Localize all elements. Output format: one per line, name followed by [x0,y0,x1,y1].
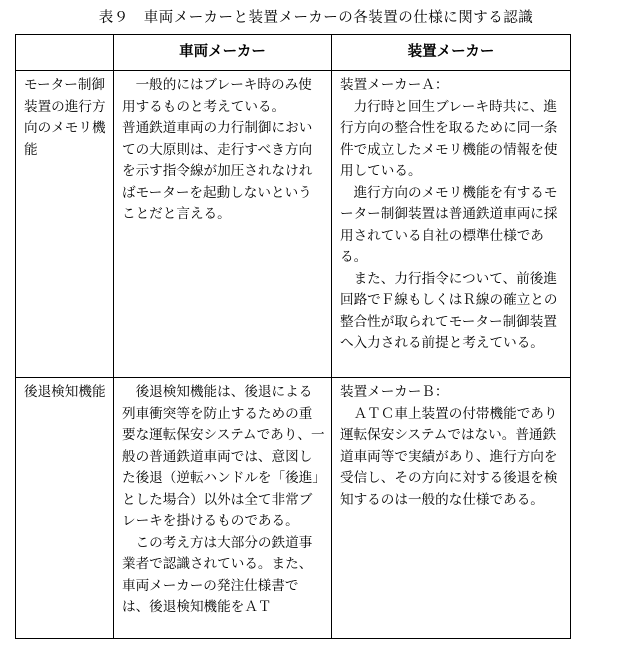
table-row [16,71,571,378]
row-label-reverse-detection: 後退検知機能 [16,378,114,639]
table-caption: 表９ 車両メーカーと装置メーカーの各装置の仕様に関する認識 [98,10,534,26]
device-maker-cell [332,378,571,639]
device-paragraph: 進行方向のメモリ機能を有するモーター制御装置は普通鉄道車両に採用されている自社の標準仕様である。 [340,184,558,265]
vehicle-paragraph: 普通鉄道車両の力行制御においての大原則は、走行すべき方向を示す指令線が加圧されなければモーターを起動しないということだと言える。 [122,120,313,222]
table-row [16,378,571,639]
vehicle-paragraph: この考え方は大部分の鉄道事業者で認識されている。また、車両メーカーの発注仕様書では、後退検知機能をＡＴ [122,534,313,615]
device-maker-heading: 装置メーカーＡ： [340,77,449,93]
spec-table [15,34,571,639]
vehicle-maker-cell [114,71,332,378]
table-header-row [16,35,571,71]
device-paragraph: また、力行指令について、前後進回路でＦ線もしくはＲ線の確立との整合性が取られてモーター制御装置へ入力される前提と考えている。 [340,270,558,351]
header-device-maker: 装置メーカー [332,35,571,71]
vehicle-maker-cell [114,378,332,639]
device-paragraph: 力行時と回生ブレーキ時共に、進行方向の整合性を取るために同一条件で成立したメモリ機能の情報を使用している。 [340,98,558,179]
vehicle-paragraph: 一般的にはブレーキ時のみ使用するものと考えている。 [122,77,312,115]
vehicle-text-clip [122,382,325,619]
header-empty [16,35,114,71]
header-vehicle-maker: 車両メーカー [114,35,332,71]
vehicle-paragraph: 後退検知機能は、後退による列車衝突等を防止するための重要な運転保安システムであり、一般の普通鉄道車両では、意図した後退（逆転ハンドルを「後進」とした場合）以外は全て非常ブレーキを掛けるものである。 [122,384,325,529]
row-label-memory-function: モーター制御装置の進行方向のメモリ機能 [16,71,114,378]
device-maker-heading: 装置メーカーＢ： [340,384,449,400]
device-maker-cell [332,71,571,378]
device-paragraph: ＡＴＣ車上装置の付帯機能であり運転保安システムではない。普通鉄道車両等で実績があり、進行方向を受信し、その方向に対する後退を検知するのは一般的な仕様である。 [340,405,558,508]
